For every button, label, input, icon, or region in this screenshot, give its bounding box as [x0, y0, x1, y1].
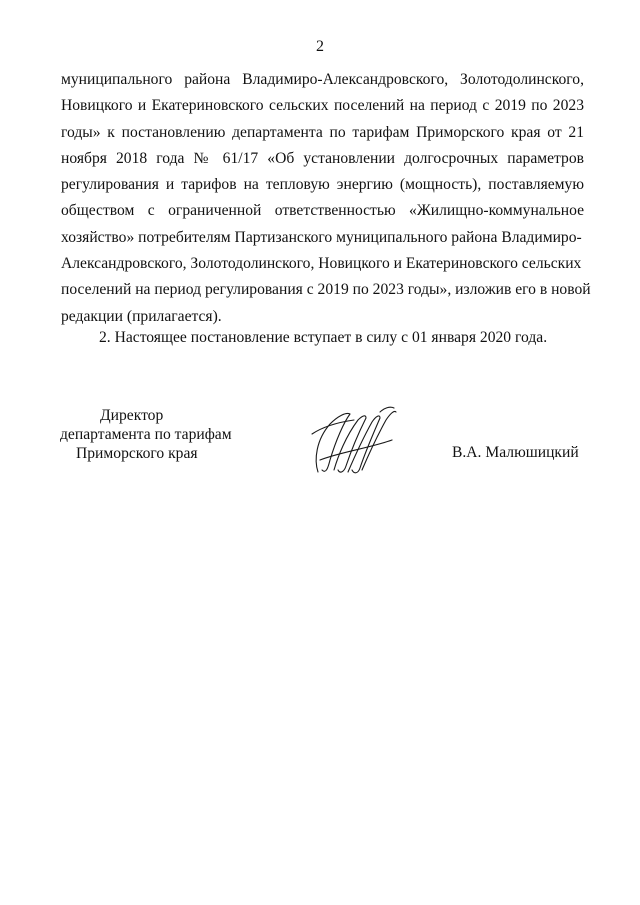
handwritten-signature	[300, 400, 400, 480]
paragraph-line: хозяйство» потребителям Партизанского муниципального района Владимиро-	[61, 228, 582, 246]
paragraph-line: муниципального района Владимиро-Александровского, Золотодолинского,	[61, 71, 584, 88]
signer-name: В.А. Малюшицкий	[452, 444, 579, 461]
paragraph-line: Александровского, Золотодолинского, Новицкого и Екатериновского сельских	[61, 255, 582, 273]
paragraph-line: поселений на период регулирования с 2019 по 2023 годы», изложив его в новой	[61, 281, 591, 299]
paragraph-line: обществом с ограниченной ответственностью «Жилищно-коммунальное	[61, 202, 584, 220]
paragraph-line: регулирования и тарифов на тепловую энергию (мощность), поставляемую	[61, 176, 584, 194]
signer-title-line: департамента по тарифам	[60, 426, 232, 443]
paragraph-line: годы» к постановлению департамента по тарифам Приморского края от 21	[61, 123, 584, 141]
signer-title-line: Приморского края	[76, 445, 198, 462]
signer-title-line: Директор	[100, 407, 164, 424]
paragraph-2: 2. Настоящее постановление вступает в силу с 01 января 2020 года.	[99, 329, 548, 346]
paragraph-line: редакции (прилагается).	[61, 307, 222, 325]
paragraph-line: ноября 2018 года № 61/17 «Об установлении долгосрочных параметров	[61, 149, 584, 167]
page-number: 2	[316, 38, 324, 55]
signer-title	[60, 406, 240, 463]
paragraph-line: Новицкого и Екатериновского сельских поселений на период с 2019 по 2023	[61, 97, 584, 115]
